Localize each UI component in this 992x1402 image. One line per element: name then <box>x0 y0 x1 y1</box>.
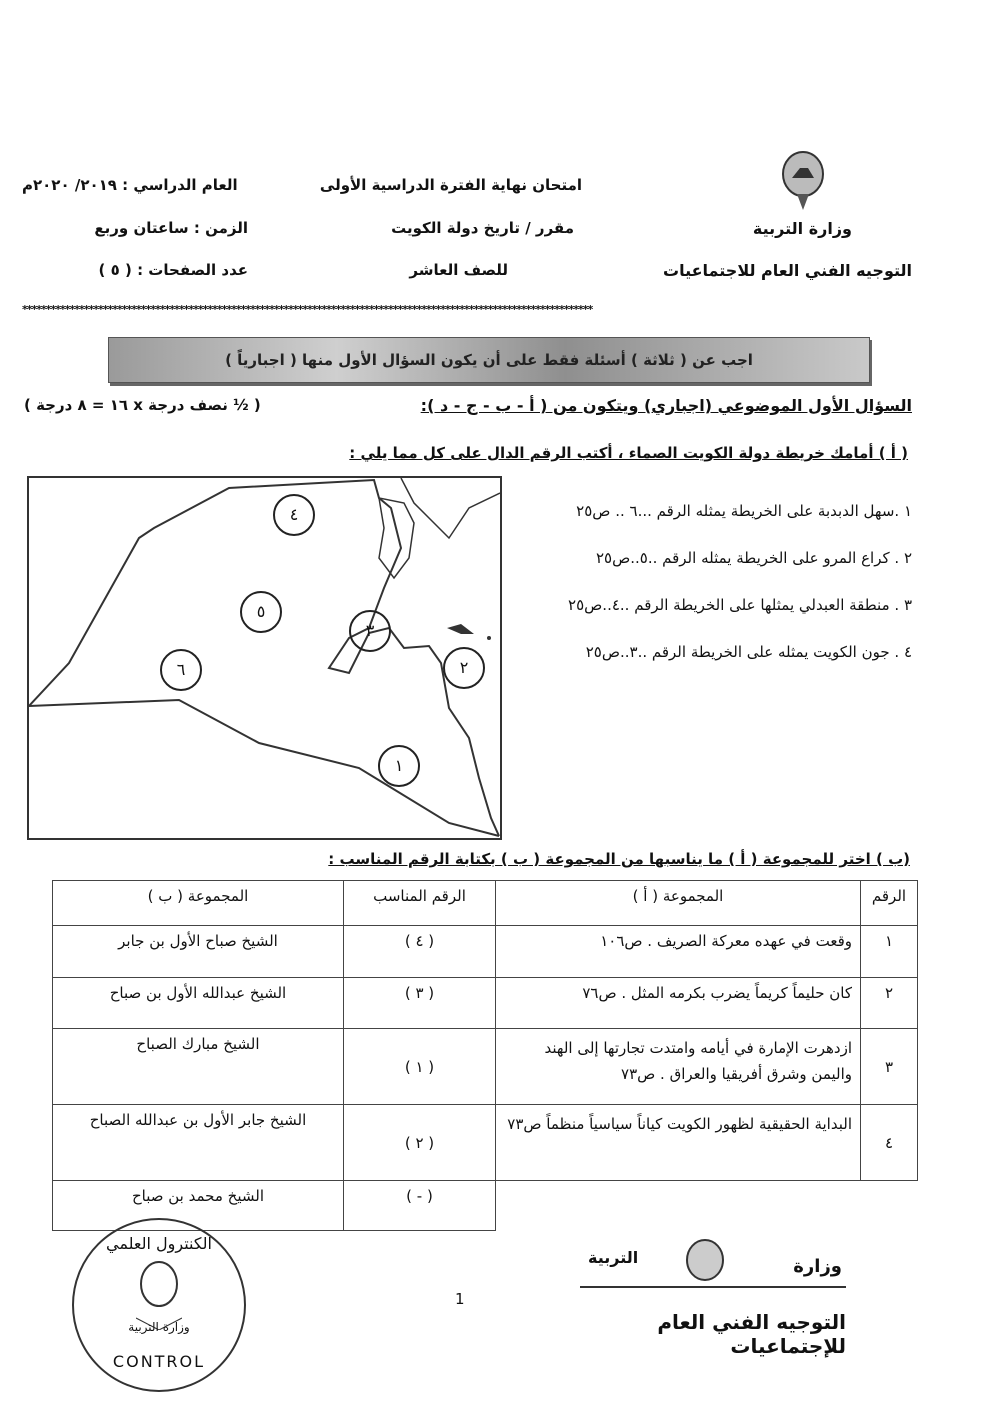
control-seal-bottom-text: CONTROL <box>112 1352 206 1371</box>
ministry-name: وزارة التربية <box>752 219 852 238</box>
control-seal-ministry: وزارة التربية <box>128 1320 190 1334</box>
map-marker-1 <box>378 745 420 787</box>
group-a-cell: كان حليماً كريماً يضرب بكرمه المثل . ص٧٦ <box>496 978 861 1029</box>
control-seal-top-text: الكنترول العلمي <box>106 1234 212 1253</box>
map-marker-6 <box>160 649 202 691</box>
ministry-emblem <box>778 150 828 210</box>
row-number: ١ <box>861 926 918 978</box>
header-number: الرقم <box>861 881 918 926</box>
answer-cell[interactable]: ( ٢ ) <box>344 1105 496 1181</box>
part-a-item: ٣ . منطقة العبدلي يمثلها على الخريطة الرقم ..٤..ص٢٥ <box>568 596 912 614</box>
ministry-stamp <box>580 1238 850 1358</box>
school-year: العام الدراسي : ٢٠١٩/ ٢٠٢٠م <box>22 176 238 194</box>
control-seal <box>72 1218 246 1392</box>
map-marker-label: ٢ <box>459 658 469 677</box>
instruction-banner <box>108 337 870 383</box>
row-number: ٤ <box>861 1105 918 1181</box>
header-group-a: المجموعة ( أ ) <box>496 881 861 926</box>
department-name: التوجيه الفني العام للاجتماعيات <box>662 261 912 280</box>
part-a-item: ٤ . جون الكويت يمثله على الخريطة الرقم ..٣..ص٢٥ <box>585 643 912 661</box>
course-name: مقرر / تاريخ دولة الكويت <box>391 219 574 237</box>
emblem-icon <box>136 1260 182 1316</box>
group-a-cell: وقعت في عهده معركة الصريف . ص١٠٦ <box>496 926 861 978</box>
stamp-ministry-left: وزارة <box>793 1256 842 1277</box>
answer-cell[interactable]: ( ١ ) <box>344 1029 496 1105</box>
group-b-cell: الشيخ صباح الأول بن جابر <box>53 926 344 978</box>
group-b-cell: الشيخ عبدالله الأول بن صباح <box>53 978 344 1029</box>
kuwait-blank-map <box>27 476 502 840</box>
group-b-cell: الشيخ محمد بن صباح <box>53 1181 344 1231</box>
stamp-ministry-right: التربية <box>588 1248 639 1267</box>
instruction-text: اجب عن ( ثلاثة ) أسئلة فقط على أن يكون السؤال الأول منها ( اجبارياً ) <box>225 351 753 369</box>
map-marker-4 <box>273 494 315 536</box>
stamp-department: التوجيه الفني العام للإجتماعيات <box>657 1310 846 1358</box>
map-marker-label: ٥ <box>256 602 266 621</box>
table-row <box>53 978 918 1029</box>
question1-marks: ( ½ نصف درجة x ١٦ = ٨ درجة ) <box>24 396 261 414</box>
group-b-cell: الشيخ جابر الأول بن عبدالله الصباح <box>53 1105 344 1181</box>
map-marker-label: ٣ <box>365 621 375 640</box>
exam-title: امتحان نهاية الفترة الدراسية الأولى <box>319 176 582 194</box>
part-a-items <box>502 488 912 676</box>
table-header-row <box>53 881 918 926</box>
table-row <box>53 926 918 978</box>
map-marker-label: ١ <box>394 756 404 775</box>
row-number: ٢ <box>861 978 918 1029</box>
separator-line: ************************************************************************************************************************ <box>22 303 593 316</box>
answer-cell[interactable]: ( ٣ ) <box>344 978 496 1029</box>
map-marker-2 <box>443 647 485 689</box>
group-a-cell: ازدهرت الإمارة في أيامه وامتدت تجارتها إلى الهند واليمن وشرق أفريقيا والعراق . ص٧٣ <box>496 1029 861 1105</box>
part-a-item: ٢ . كراع المرو على الخريطة يمثله الرقم ..٥..ص٢٥ <box>595 549 912 567</box>
emblem-icon <box>680 1238 730 1288</box>
part-a-item: ١ .سهل الدبدبة على الخريطة يمثله الرقم ...٦ .. ص٢٥ <box>576 502 912 520</box>
question1-title: السؤال الأول الموضوعي (اجباري) ويتكون من ( أ - ب - ج - د ): <box>420 396 912 415</box>
grade: للصف العاشر <box>409 261 508 279</box>
header-group-b: المجموعة ( ب ) <box>53 881 344 926</box>
map-marker-5 <box>240 591 282 633</box>
answer-cell[interactable]: ( - ) <box>344 1181 496 1231</box>
group-b-cell: الشيخ مبارك الصباح <box>53 1029 344 1105</box>
map-marker-3 <box>349 610 391 652</box>
row-number: ٣ <box>861 1029 918 1105</box>
table-row <box>53 1105 918 1181</box>
table-row <box>53 1029 918 1105</box>
stamp-divider <box>580 1286 846 1288</box>
header-answer: الرقم المناسب <box>344 881 496 926</box>
answer-cell[interactable]: ( ٤ ) <box>344 926 496 978</box>
exam-time: الزمن : ساعتان وربع <box>94 219 248 237</box>
part-a-title: ( أ ) أمامك خريطة دولة الكويت الصماء ، أكتب الرقم الدال على كل مما يلي : <box>349 444 908 462</box>
map-marker-label: ٦ <box>176 660 186 679</box>
page-count: عدد الصفحات : ( ٥ ) <box>98 261 248 279</box>
page-number: 1 <box>455 1290 465 1308</box>
group-a-cell: البداية الحقيقية لظهور الكويت كياناً سياسياً منظماً ص٧٣ <box>496 1105 861 1181</box>
part-b-title: (ب ) اختر للمجموعة ( أ ) ما يناسبها من المجموعة ( ب ) بكتابة الرقم المناسب : <box>328 850 910 868</box>
map-marker-label: ٤ <box>289 505 299 524</box>
matching-table <box>52 880 918 1231</box>
